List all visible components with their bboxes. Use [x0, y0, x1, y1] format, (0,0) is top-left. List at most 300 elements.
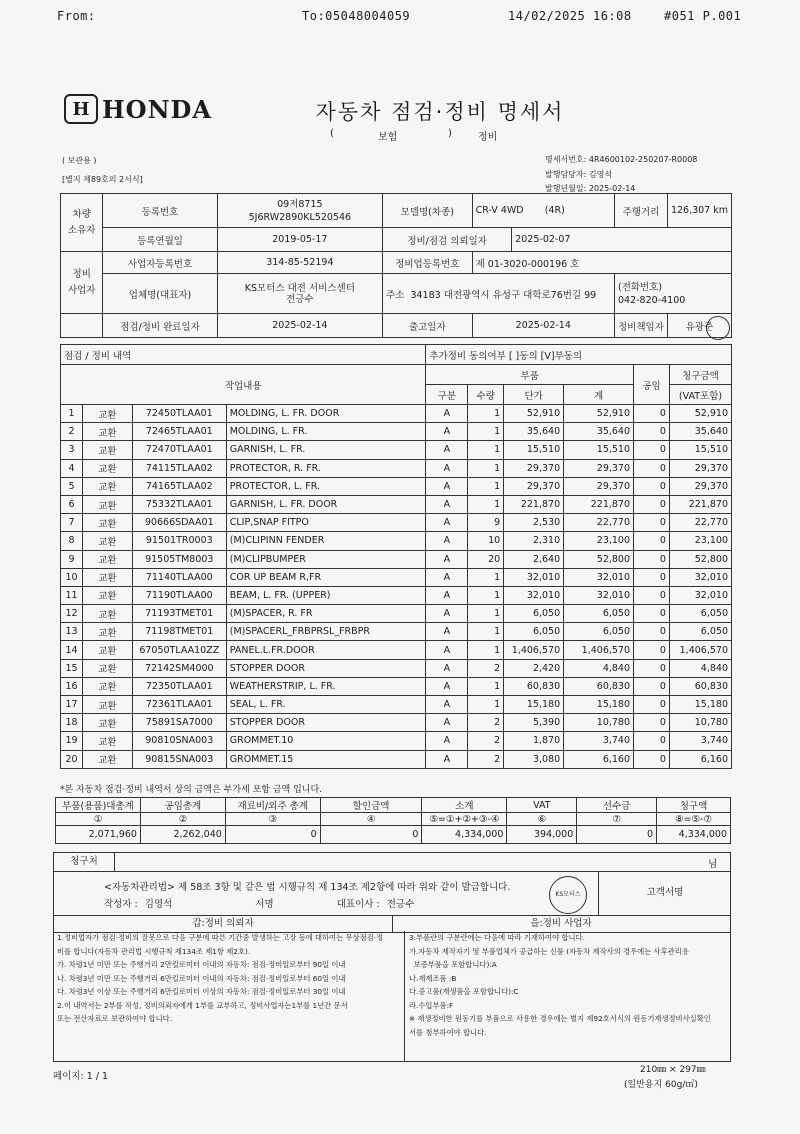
item-claim: 4,840: [669, 659, 731, 677]
item-unit-price: 2,640: [504, 550, 564, 568]
discount-label: 할인금액: [320, 798, 422, 813]
item-unit-price: 15,510: [504, 441, 564, 459]
model: CR-V 4WD: [475, 205, 524, 216]
advance: 0: [577, 826, 657, 844]
note-line: 다.중고품(재생품을 포함합니다):C: [409, 987, 519, 996]
maintenance-label: 정비: [478, 132, 498, 143]
item-no: 15: [61, 659, 83, 677]
item-kind: 교환: [82, 623, 132, 641]
item-qty: 20: [468, 550, 504, 568]
sign-label: 서명: [255, 899, 274, 910]
item-claim: 32,010: [669, 568, 731, 586]
paper-type: (일반용지 60g/㎡): [624, 1080, 698, 1090]
phone-cell: [615, 274, 732, 314]
item-claim: 29,370: [669, 459, 731, 477]
table-row: [61, 750, 732, 768]
note-line: 또는 전산자료로 보관하여야 합니다.: [57, 1014, 173, 1023]
phone-label: (전화번호): [618, 281, 663, 293]
item-qty: 1: [468, 441, 504, 459]
item-labor: 0: [634, 714, 670, 732]
item-description: (M)CLIPINN FENDER: [226, 532, 426, 550]
model-cell: [472, 194, 614, 228]
issue-date: 발행년월일: 2025-02-14: [545, 184, 636, 193]
item-kind: 교환: [82, 550, 132, 568]
item-labor: 0: [634, 568, 670, 586]
honda-logo: [64, 94, 212, 124]
honda-h-icon: H: [64, 94, 98, 124]
rep-name: 전긍수: [386, 899, 415, 910]
item-kind: 교환: [82, 423, 132, 441]
item-unit-price: 2,530: [504, 514, 564, 532]
item-unit-price: 1,870: [504, 732, 564, 750]
item-sum: 10,780: [564, 714, 634, 732]
item-sum: 3,740: [564, 732, 634, 750]
advance-num: ⑦: [577, 813, 657, 826]
stamp-text: KS모터스: [555, 891, 581, 898]
item-kind: 교환: [82, 514, 132, 532]
note-line: 나. 차령3년 미만 또는 주행거리 6만킬로미터 이내의 자동차: 점검·정비일로부터 60일 이내: [57, 973, 346, 983]
table-row: [61, 459, 732, 477]
item-claim: 3,740: [669, 732, 731, 750]
total-labor: 2,262,040: [140, 826, 225, 844]
address: 34183 대전광역시 유성구 대학로76번길 99: [410, 289, 597, 301]
item-sum: 60,830: [564, 677, 634, 695]
item-description: (M)SPACER, R. FR: [226, 605, 426, 623]
fax-datetime: 14/02/2025 16:08: [508, 9, 632, 23]
notes-divider: [404, 931, 405, 1061]
item-unit-price: 2,310: [504, 532, 564, 550]
issuer: 발행담당자: 김영석: [545, 170, 613, 179]
table-row: [61, 423, 732, 441]
item-no: 9: [61, 550, 83, 568]
note-line: 라.수입부품:F: [409, 1000, 454, 1010]
table-row: [61, 568, 732, 586]
item-qty: 1: [468, 605, 504, 623]
item-no: 17: [61, 696, 83, 714]
item-no: 7: [61, 514, 83, 532]
item-labor: 0: [634, 750, 670, 768]
item-kind: 교환: [82, 532, 132, 550]
item-sum: 6,050: [564, 623, 634, 641]
item-labor: 0: [634, 495, 670, 513]
item-labor: 0: [634, 641, 670, 659]
writer-line: [104, 896, 414, 910]
item-type: A: [426, 586, 468, 604]
item-claim: 60,830: [669, 677, 731, 695]
vehicle-business-table: [60, 193, 732, 338]
table-row: [61, 677, 732, 695]
item-qty: 10: [468, 532, 504, 550]
table-row: [61, 696, 732, 714]
parts-header: 부품: [426, 365, 634, 385]
reg-no-label: 등록번호: [103, 194, 217, 228]
item-part-no: 90815SNA003: [132, 750, 226, 768]
discount: 0: [320, 826, 422, 844]
item-unit-price: 32,010: [504, 586, 564, 604]
item-qty: 2: [468, 732, 504, 750]
item-sum: 32,010: [564, 568, 634, 586]
item-type: A: [426, 495, 468, 513]
item-labor: 0: [634, 623, 670, 641]
page-title: 자동차 점검·정비 명세서: [315, 100, 565, 124]
item-qty: 1: [468, 477, 504, 495]
totals-table: [55, 797, 731, 844]
item-kind: 교환: [82, 477, 132, 495]
item-no: 5: [61, 477, 83, 495]
item-description: BEAM, L. FR. (UPPER): [226, 586, 426, 604]
item-qty: 1: [468, 423, 504, 441]
item-labor: 0: [634, 405, 670, 423]
item-description: GROMMET.10: [226, 732, 426, 750]
note-line: 서를 첨부하여야 합니다.: [409, 1027, 487, 1037]
item-sum: 32,010: [564, 586, 634, 604]
item-type: A: [426, 659, 468, 677]
item-sum: 15,180: [564, 696, 634, 714]
item-description: WEATHERSTRIP, L. FR.: [226, 677, 426, 695]
item-part-no: 71198TMET01: [132, 623, 226, 641]
item-sum: 23,100: [564, 532, 634, 550]
type-header: 구분: [426, 385, 468, 405]
item-type: A: [426, 477, 468, 495]
item-type: A: [426, 605, 468, 623]
item-kind: 교환: [82, 732, 132, 750]
item-qty: 1: [468, 696, 504, 714]
item-unit-price: 5,390: [504, 714, 564, 732]
business-section-label: 정비 사업자: [61, 252, 103, 314]
customer-sign-box: 고객서명: [598, 871, 731, 916]
items-section-label: 점검 / 정비 내역: [61, 345, 426, 365]
item-kind: 교환: [82, 459, 132, 477]
total-labor-label: 공임총계: [140, 798, 225, 813]
notes-right: [409, 931, 729, 1039]
item-kind: 교환: [82, 750, 132, 768]
item-unit-price: 52,910: [504, 405, 564, 423]
paren-close: ): [448, 128, 452, 139]
item-description: MOLDING, L. FR. DOOR: [226, 405, 426, 423]
item-description: GROMMET.15: [226, 750, 426, 768]
item-part-no: 71193TMET01: [132, 605, 226, 623]
vin: 5J6RW2890KL520546: [248, 211, 352, 223]
item-claim: 6,050: [669, 623, 731, 641]
item-qty: 1: [468, 459, 504, 477]
rep-label: 대표이사 :: [336, 899, 380, 910]
repair-reg-label: 정비업등록번호: [383, 252, 473, 274]
item-labor: 0: [634, 696, 670, 714]
table-row: [61, 532, 732, 550]
item-type: A: [426, 732, 468, 750]
item-kind: 교환: [82, 441, 132, 459]
note-line: 가.자동차 제작자기 및 부품업체가 공급하는 신품 (자동차 제작사의 경우에는 사후관리용: [409, 946, 689, 956]
item-description: PROTECTOR, R. FR.: [226, 459, 426, 477]
item-no: 14: [61, 641, 83, 659]
business-stamp-icon: [549, 876, 587, 914]
item-labor: 0: [634, 514, 670, 532]
item-labor: 0: [634, 677, 670, 695]
item-sum: 1,406,570: [564, 641, 634, 659]
item-type: A: [426, 641, 468, 659]
item-qty: 9: [468, 514, 504, 532]
note-line: 나.재제조품 :B: [409, 973, 457, 983]
item-labor: 0: [634, 605, 670, 623]
paper-size: 210㎜ × 297㎜: [640, 1065, 706, 1075]
item-description: (M)SPACERL_FRBPRSL_FRBPR: [226, 623, 426, 641]
note-line: 비를 합니다(자동차 관리법 시행규칙 제134조 제1항 제2호).: [57, 946, 251, 956]
item-no: 8: [61, 532, 83, 550]
vat-num: ⑥: [507, 813, 577, 826]
legal-statement: <자동차관리법> 제 58조 3항 및 같은 법 시행규칙 제 134조 제2항에 따라 위와 같이 발급합니다.: [104, 882, 511, 893]
item-no: 12: [61, 605, 83, 623]
owner-section-label: 차량 소유자: [61, 194, 103, 252]
item-qty: 1: [468, 568, 504, 586]
table-row: [61, 732, 732, 750]
vat-label: VAT: [507, 798, 577, 813]
item-part-no: 91505TM8003: [132, 550, 226, 568]
item-part-no: 72142SM4000: [132, 659, 226, 677]
item-labor: 0: [634, 659, 670, 677]
item-part-no: 67050TLAA10ZZ: [132, 641, 226, 659]
item-kind: 교환: [82, 405, 132, 423]
item-labor: 0: [634, 586, 670, 604]
insurance-label: 보험: [378, 132, 398, 143]
item-claim: 6,160: [669, 750, 731, 768]
labor-header: 공임: [634, 365, 670, 405]
item-part-no: 90666SDAA01: [132, 514, 226, 532]
item-type: A: [426, 568, 468, 586]
party-a: 갑:정비 의뢰자: [54, 916, 393, 932]
item-part-no: 90810SNA003: [132, 732, 226, 750]
item-description: STOPPER DOOR: [226, 659, 426, 677]
advance-label: 선수금: [577, 798, 657, 813]
table-row: [61, 514, 732, 532]
complete-date: 2025-02-14: [217, 314, 382, 338]
item-unit-price: 29,370: [504, 459, 564, 477]
mileage: 126,307 km: [667, 194, 731, 228]
item-unit-price: 1,406,570: [504, 641, 564, 659]
item-type: A: [426, 750, 468, 768]
claim-sub-header: (VAT포함): [669, 385, 731, 405]
item-no: 18: [61, 714, 83, 732]
item-claim: 1,406,570: [669, 641, 731, 659]
item-type: A: [426, 696, 468, 714]
total-material-label: 재료비/외주 총계: [225, 798, 320, 813]
item-part-no: 72361TLAA01: [132, 696, 226, 714]
manager-label: 정비책임자: [615, 314, 668, 338]
total-parts: 2,071,960: [56, 826, 141, 844]
phone: 042-820-4100: [618, 294, 686, 306]
item-claim: 52,800: [669, 550, 731, 568]
item-claim: 35,640: [669, 423, 731, 441]
paren-open: (: [330, 128, 334, 139]
item-type: A: [426, 714, 468, 732]
item-claim: 22,770: [669, 514, 731, 532]
item-unit-price: 2,420: [504, 659, 564, 677]
item-description: GARNISH, L. FR.: [226, 441, 426, 459]
item-description: COR UP BEAM R,FR: [226, 568, 426, 586]
item-unit-price: 6,050: [504, 605, 564, 623]
note-line: 보증부품을 포함합니다):A: [409, 960, 497, 969]
item-labor: 0: [634, 459, 670, 477]
item-labor: 0: [634, 477, 670, 495]
claim-total-num: ⑧=⑤-⑦: [657, 813, 731, 826]
item-unit-price: 221,870: [504, 495, 564, 513]
table-row: [61, 641, 732, 659]
item-sum: 6,050: [564, 605, 634, 623]
item-qty: 1: [468, 677, 504, 695]
subtotal-label: 소계: [422, 798, 507, 813]
item-sum: 29,370: [564, 459, 634, 477]
item-claim: 29,370: [669, 477, 731, 495]
item-type: A: [426, 623, 468, 641]
item-part-no: 72470TLAA01: [132, 441, 226, 459]
total-parts-num: ①: [56, 813, 141, 826]
table-row: [61, 495, 732, 513]
item-claim: 221,870: [669, 495, 731, 513]
item-part-no: 74115TLAA02: [132, 459, 226, 477]
notes-left: [57, 931, 387, 1026]
note-line: 가. 차령1년 미만 또는 주행거리 2만킬로미터 이내의 자동차: 점검·정비일로부터 90일 이내: [57, 960, 346, 969]
item-description: GARNISH, L. FR. DOOR: [226, 495, 426, 513]
form-label: [별지 제89호의 2서식]: [62, 175, 143, 184]
item-unit-price: 35,640: [504, 423, 564, 441]
fax-from: From:: [57, 9, 96, 23]
item-description: SEAL, L. FR.: [226, 696, 426, 714]
request-date-label: 정비/점검 의뢰일자: [383, 228, 512, 252]
billing-to-row: [54, 853, 730, 872]
company-seal-icon: [706, 316, 730, 340]
item-kind: 교환: [82, 714, 132, 732]
item-qty: 1: [468, 495, 504, 513]
note-line: 1.정비업자가 점검·정비의 잘못으로 다음 구분에 따른 기간중 발생하는 고장 등에 대하여는 무상점검·정: [57, 933, 384, 942]
item-type: A: [426, 423, 468, 441]
item-qty: 1: [468, 586, 504, 604]
total-labor-num: ②: [140, 813, 225, 826]
unit-header: 단가: [504, 385, 564, 405]
discount-num: ④: [320, 813, 422, 826]
note-line: 2.이 내역서는 2부를 작성, 정비의뢰자에게 1부를 교부하고, 정비사업자는1부를 1년간 문서: [57, 1000, 348, 1010]
model-label: 모델명(차종): [383, 194, 473, 228]
item-labor: 0: [634, 532, 670, 550]
item-claim: 52,910: [669, 405, 731, 423]
item-unit-price: 29,370: [504, 477, 564, 495]
table-row: [61, 714, 732, 732]
item-no: 2: [61, 423, 83, 441]
item-claim: 32,010: [669, 586, 731, 604]
release-date-label: 출고일자: [383, 314, 473, 338]
claim-total: 4,334,000: [657, 826, 731, 844]
biz-no: 314-85-52194: [217, 252, 382, 274]
item-no: 3: [61, 441, 83, 459]
item-no: 20: [61, 750, 83, 768]
item-claim: 15,180: [669, 696, 731, 714]
complete-date-label: 점검/정비 완료일자: [103, 314, 217, 338]
address-cell: [383, 274, 615, 314]
item-labor: 0: [634, 423, 670, 441]
company-cell: [217, 274, 382, 314]
item-part-no: 71140TLAA00: [132, 568, 226, 586]
address-label: 주소: [386, 289, 405, 301]
item-no: 6: [61, 495, 83, 513]
item-part-no: 91501TR0003: [132, 532, 226, 550]
blank-cell: [61, 314, 103, 338]
sum-header: 계: [564, 385, 634, 405]
item-no: 4: [61, 459, 83, 477]
page-indicator: 페이지: 1 / 1: [53, 1071, 109, 1082]
item-sum: 29,370: [564, 477, 634, 495]
item-type: A: [426, 405, 468, 423]
item-qty: 1: [468, 405, 504, 423]
subtotal-num: ⑤=①+②+③-④: [422, 813, 507, 826]
item-part-no: 72465TLAA01: [132, 423, 226, 441]
reg-no-cell: [217, 194, 382, 228]
honda-wordmark: HONDA: [102, 94, 212, 124]
item-unit-price: 15,180: [504, 696, 564, 714]
item-no: 13: [61, 623, 83, 641]
item-no: 19: [61, 732, 83, 750]
item-type: A: [426, 441, 468, 459]
item-claim: 6,050: [669, 605, 731, 623]
writer-label: 작성자 :: [104, 899, 138, 910]
item-no: 16: [61, 677, 83, 695]
item-sum: 52,910: [564, 405, 634, 423]
item-description: MOLDING, L. FR.: [226, 423, 426, 441]
item-sum: 6,160: [564, 750, 634, 768]
billing-to-label: 청구처: [54, 853, 115, 871]
mileage-label: 주행거리: [615, 194, 668, 228]
subtotal: 4,334,000: [422, 826, 507, 844]
item-type: A: [426, 459, 468, 477]
fax-page: #051 P.001: [664, 9, 742, 23]
item-no: 1: [61, 405, 83, 423]
item-sum: 35,640: [564, 423, 634, 441]
item-sum: 221,870: [564, 495, 634, 513]
table-row: [61, 441, 732, 459]
manager: 유광준: [667, 314, 731, 338]
request-date: 2025-02-07: [512, 228, 732, 252]
ceo-name: 전긍수: [286, 293, 314, 305]
item-type: A: [426, 514, 468, 532]
consent-label: 추가정비 동의여부 [ ]동의 [V]부동의: [426, 345, 732, 365]
total-material: 0: [225, 826, 320, 844]
item-type: A: [426, 532, 468, 550]
spec-number: 명세서번호: 4R4600102-250207-R0008: [545, 155, 698, 164]
table-row: [61, 586, 732, 604]
table-row: [61, 659, 732, 677]
note-line: 다. 차령3년 이상 또는 주행거리 6만킬로미터 이상의 자동차: 점검·정비일로부터 30일 이내: [57, 987, 346, 996]
claim-header: 청구금액: [669, 365, 731, 385]
item-description: CLIP,SNAP FITPO: [226, 514, 426, 532]
item-sum: 22,770: [564, 514, 634, 532]
item-part-no: 74165TLAA02: [132, 477, 226, 495]
billing-block: [53, 852, 731, 1062]
note-line: ※ 재생정비한 원동기를 부품으로 사용한 경우에는 별지 제92호서식의 원동기재생정비사실확인: [409, 1014, 711, 1023]
item-kind: 교환: [82, 495, 132, 513]
item-part-no: 72450TLAA01: [132, 405, 226, 423]
vat-note: *본 자동차 점검·정비 내역서 상의 금액은 부가세 포함 금액 입니다.: [60, 785, 323, 795]
reg-date-label: 등록연월일: [103, 228, 217, 252]
item-claim: 10,780: [669, 714, 731, 732]
item-claim: 15,510: [669, 441, 731, 459]
maintenance-items-table: [60, 344, 732, 769]
model-code: (4R): [544, 205, 565, 216]
repair-reg: 제 01-3020-000196 호: [472, 252, 731, 274]
item-description: PROTECTOR, L. FR.: [226, 477, 426, 495]
total-material-num: ③: [225, 813, 320, 826]
table-row: [61, 405, 732, 423]
item-kind: 교환: [82, 605, 132, 623]
table-row: [61, 605, 732, 623]
item-kind: 교환: [82, 586, 132, 604]
fax-to: To:05048004059: [302, 9, 411, 23]
